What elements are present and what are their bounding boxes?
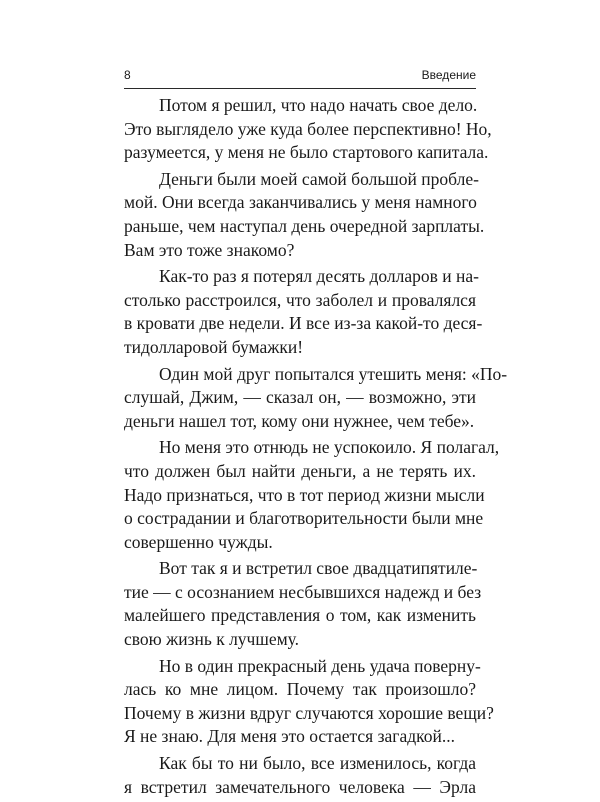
paragraph bbox=[124, 752, 476, 799]
text-line: Как бы то ни было, все изменилось, когда bbox=[159, 753, 476, 774]
text-line: слушай, Джим, — сказал он, — возможно, эти bbox=[124, 387, 476, 408]
text-line: Но меня это отнюдь не успокоило. Я полагал, bbox=[159, 437, 500, 458]
text-line: мой. Они всегда заканчивались у меня намного bbox=[124, 192, 477, 213]
text-line: Потом я решил, что надо начать свое дело. bbox=[159, 95, 478, 115]
text-line: лась ко мне лицом. Почему так произошло? bbox=[124, 679, 476, 700]
body-text bbox=[124, 94, 508, 802]
text-line: Вам это тоже знакомо? bbox=[124, 239, 295, 260]
paragraph bbox=[124, 436, 500, 554]
text-line: Надо признаться, что в тот период жизни мысли bbox=[124, 484, 485, 505]
paragraph bbox=[124, 655, 494, 749]
text-line: тидолларовой бумажки! bbox=[124, 336, 304, 357]
text-line: тие — с осознанием несбывшихся надежд и без bbox=[124, 581, 482, 602]
text-line: Я не знаю. Для меня это остается загадкой... bbox=[124, 726, 455, 747]
text-line: Но в один прекрасный день удача поверну- bbox=[159, 655, 481, 676]
text-line: о сострадании и благотворительности были мне bbox=[124, 508, 484, 529]
running-head bbox=[124, 66, 476, 89]
text-line: деньги нашел тот, кому они нужнее, чем тебе». bbox=[124, 410, 475, 431]
text-line: Как-то раз я потерял десять долларов и на- bbox=[159, 266, 479, 287]
paragraph bbox=[124, 363, 508, 434]
section-title: Введение bbox=[421, 68, 476, 82]
text-line: я встретил замечательного человека — Эрла bbox=[124, 776, 476, 797]
text-line: раньше, чем наступал день очередной зарплаты. bbox=[124, 215, 485, 236]
paragraph bbox=[124, 557, 482, 651]
text-line: столько расстроился, что заболел и провалялся bbox=[124, 289, 476, 310]
text-line: Вот так я и встретил свое двадцатипятиле- bbox=[159, 558, 478, 579]
text-line: свою жизнь к лучшему. bbox=[124, 629, 300, 650]
text-line: Это выглядело уже куда более перспективно! Но, bbox=[124, 118, 492, 139]
paragraph bbox=[124, 168, 485, 262]
page-number: 8 bbox=[124, 68, 131, 82]
paragraph bbox=[124, 265, 483, 359]
text-line: совершенно чужды. bbox=[124, 531, 273, 552]
text-line: Почему в жизни вдруг случаются хорошие вещи? bbox=[124, 702, 494, 723]
text-line: Один мой друг попытался утешить меня: «По- bbox=[159, 363, 508, 384]
text-line: разумеется, у меня не было стартового капитала. bbox=[124, 142, 489, 163]
text-line: в кровати две недели. И все из-за какой-то деся- bbox=[124, 313, 483, 334]
text-line: Деньги были моей самой большой пробле- bbox=[159, 168, 479, 189]
paragraph bbox=[124, 94, 492, 165]
text-line: малейшего представления о том, как изменить bbox=[124, 605, 476, 626]
text-line: что должен был найти деньги, а не терять их. bbox=[124, 460, 476, 481]
